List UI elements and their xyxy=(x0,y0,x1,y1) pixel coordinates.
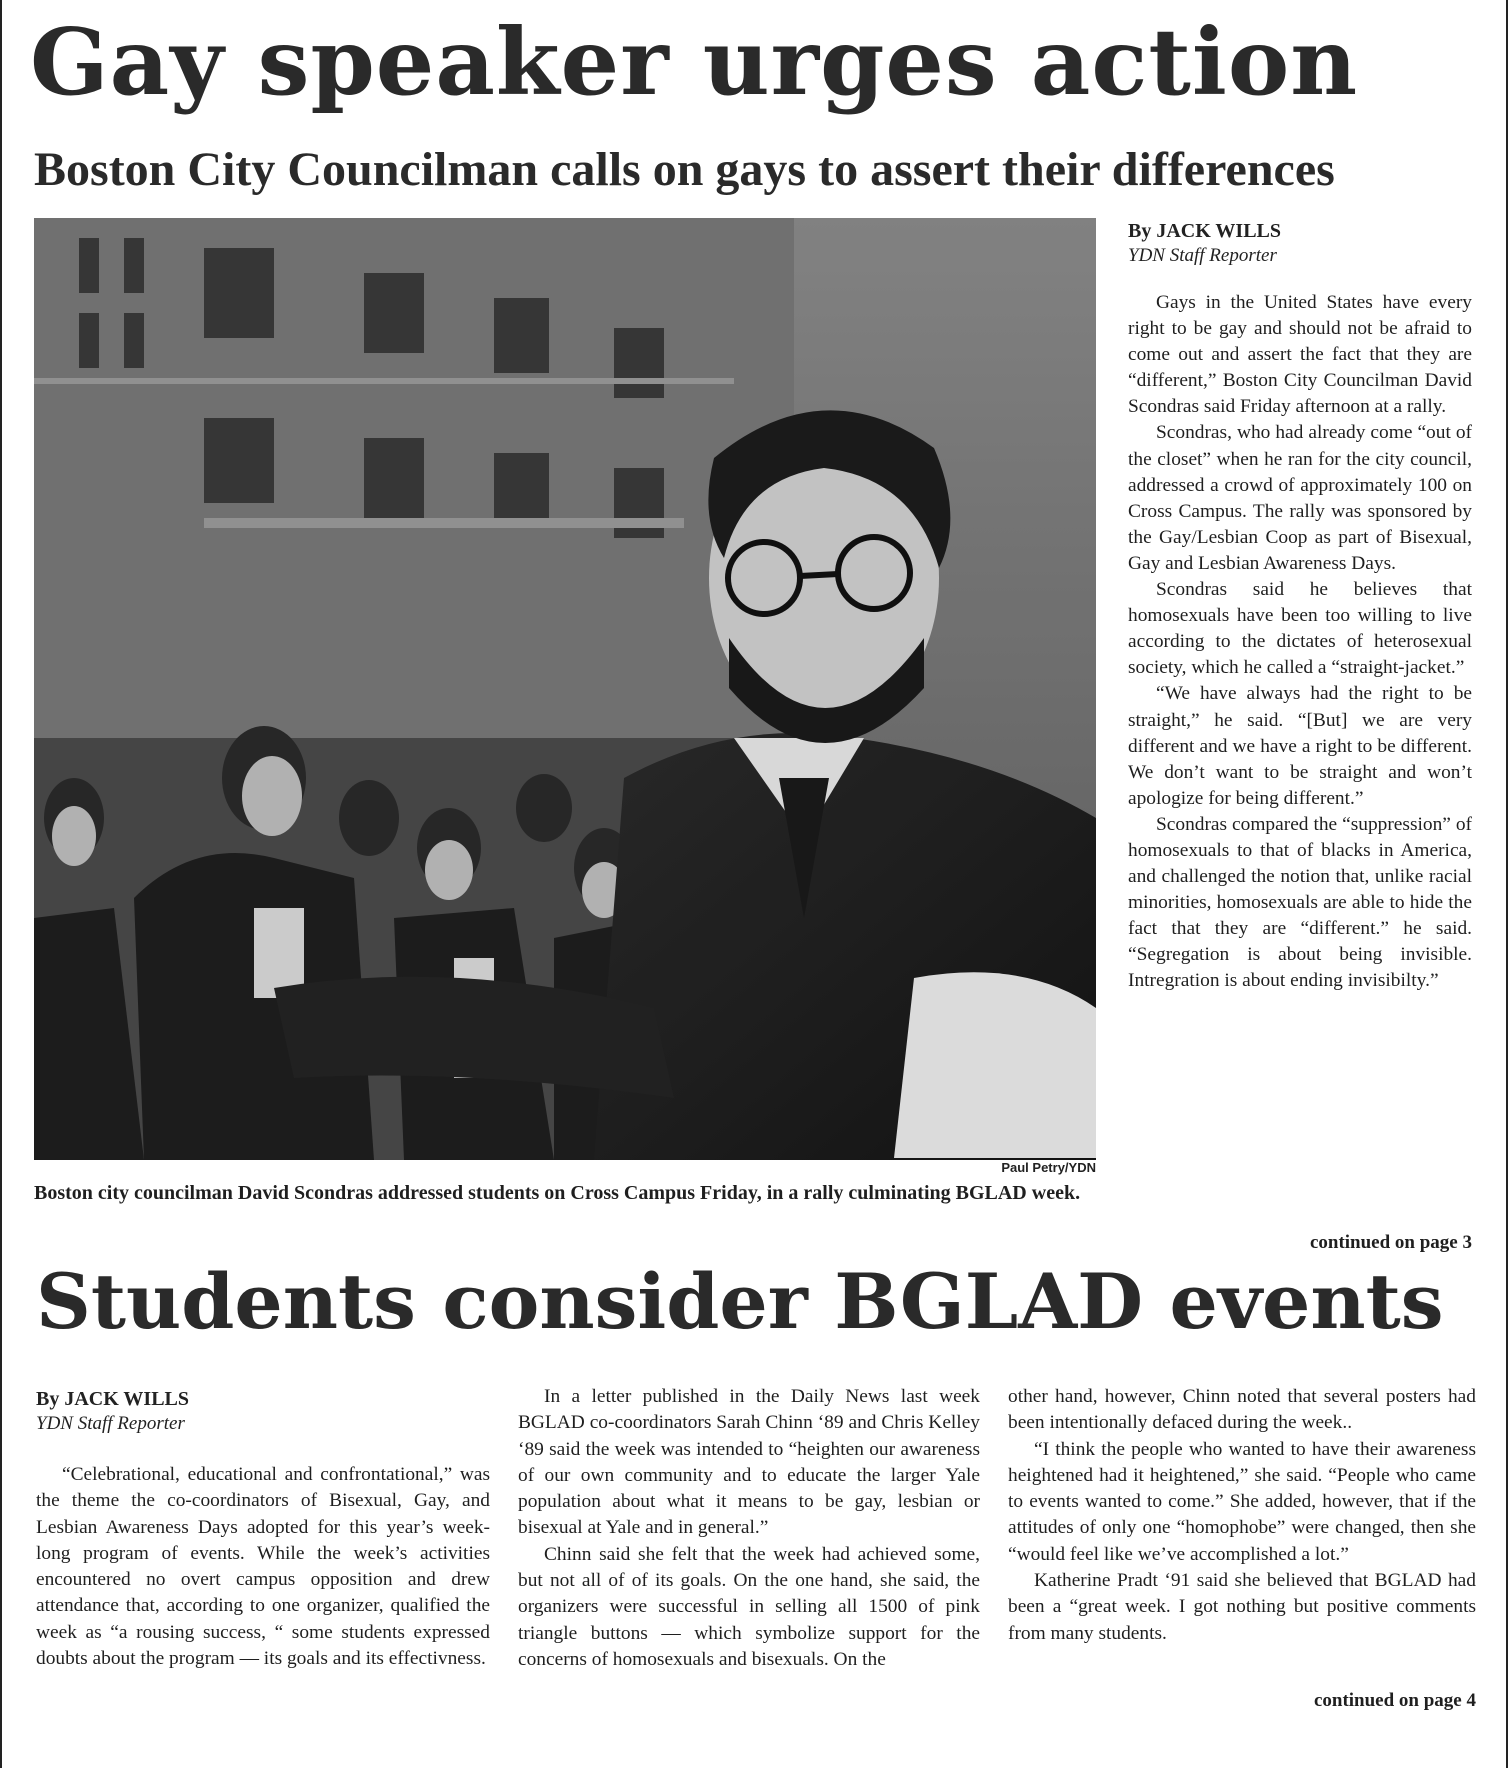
story-two-column-1 xyxy=(36,1462,490,1672)
byline-name: By JACK WILLS xyxy=(36,1388,190,1410)
paragraph: “We have always had the right to be straight,” he said. “[But] we are very different and we have a right to be different. We don’t want to be straight and won’t apologize for being different.” xyxy=(1128,683,1472,809)
paragraph: “Celebrational, educational and confrontational,” was the theme the co-coordinators of Bisexual, Gay, and Lesbian Awareness Days adopted for this year’s week-long program of events. While the week’s activities encountered no overt campus opposition and drew attendance that, according to one organizer, qualified the week as “a rousing success, “ some students expressed doubts about the program — its goals and its effectivness. xyxy=(36,1464,490,1670)
story-one-body xyxy=(1128,290,1472,995)
photo-credit: Paul Petry/YDN xyxy=(1001,1160,1096,1175)
paragraph: other hand, however, Chinn noted that several posters had been intentionally defaced during the week.. xyxy=(1008,1386,1476,1434)
story-two-column-2 xyxy=(518,1384,980,1673)
paragraph: Gays in the United States have every right to be gay and should not be afraid to come out and assert the fact that they are “different,” Boston City Councilman David Scondras said Friday afternoon at a rally. xyxy=(1128,292,1472,418)
paragraph: Scondras, who had already come “out of the closet” when he ran for the city council, addressed a crowd of approximately 100 on Cross Campus. The rally was sponsored by the Gay/Lesbian Coop as part of Bisexual, Gay and Lesbian Awareness Days. xyxy=(1128,422,1472,574)
continued-page-4[interactable]: continued on page 4 xyxy=(1313,1690,1476,1711)
paragraph: Chinn said she felt that the week had achieved some, but not all of of its goals. On the one hand, she said, the organizers were successful in selling all 1500 of pink triangle buttons — which symbolize support for the concerns of homosexuals and bisexuals. On the xyxy=(518,1543,980,1670)
paragraph: Scondras said he believes that homosexuals have been too willing to live according to the dictates of heterosexual society, which he called a “straight-jacket.” xyxy=(1128,579,1472,679)
story-one-headline: Gay speaker urges action xyxy=(30,8,1359,116)
paragraph: In a letter published in the Daily News last week BGLAD co-coordinators Sarah Chinn ‘89 and Chris Kelley ‘89 said the week was intended to “heighten our awareness of our own community and to educate the larger Yale population about what it means to be gay, lesbian or bisexual at Yale and in general.” xyxy=(518,1386,980,1539)
byline-role: YDN Staff Reporter xyxy=(36,1413,185,1434)
continued-page-3[interactable]: continued on page 3 xyxy=(1309,1232,1472,1253)
rally-photo-image xyxy=(34,218,1096,1160)
paragraph: Katherine Pradt ‘91 said she believed that BGLAD had been a “great week. I got nothing but positive comments from many students. xyxy=(1008,1570,1476,1644)
rally-photo xyxy=(34,218,1096,1160)
photo-caption: Boston city councilman David Scondras addressed students on Cross Campus Friday, in a rally culminating BGLAD week. xyxy=(34,1182,1081,1204)
story-two-headline: Students consider BGLAD events xyxy=(36,1257,1444,1346)
paragraph: Scondras compared the “suppression” of homosexuals to that of blacks in America, and challenged the notion that, unlike racial minorities, homosexuals are able to hide the fact that they are “different.” he said. “Segregation is about being invisible. Intregration is about ending invisibilty.” xyxy=(1128,813,1472,992)
byline-role: YDN Staff Reporter xyxy=(1128,245,1277,266)
story-two-column-3 xyxy=(1008,1384,1476,1647)
byline-name: By JACK WILLS xyxy=(1128,220,1282,242)
story-two-byline xyxy=(36,1386,189,1436)
paragraph: “I think the people who wanted to have their awareness heightened had it heightened,” she said. “People who came to events wanted to come.” She added, however, that if the attitudes of only one “homophobe” were changed, then she “would feel like we’ve accomplished a lot.” xyxy=(1008,1438,1476,1565)
story-one-subhead: Boston City Councilman calls on gays to assert their differences xyxy=(34,143,1335,196)
story-one-byline xyxy=(1128,218,1281,268)
